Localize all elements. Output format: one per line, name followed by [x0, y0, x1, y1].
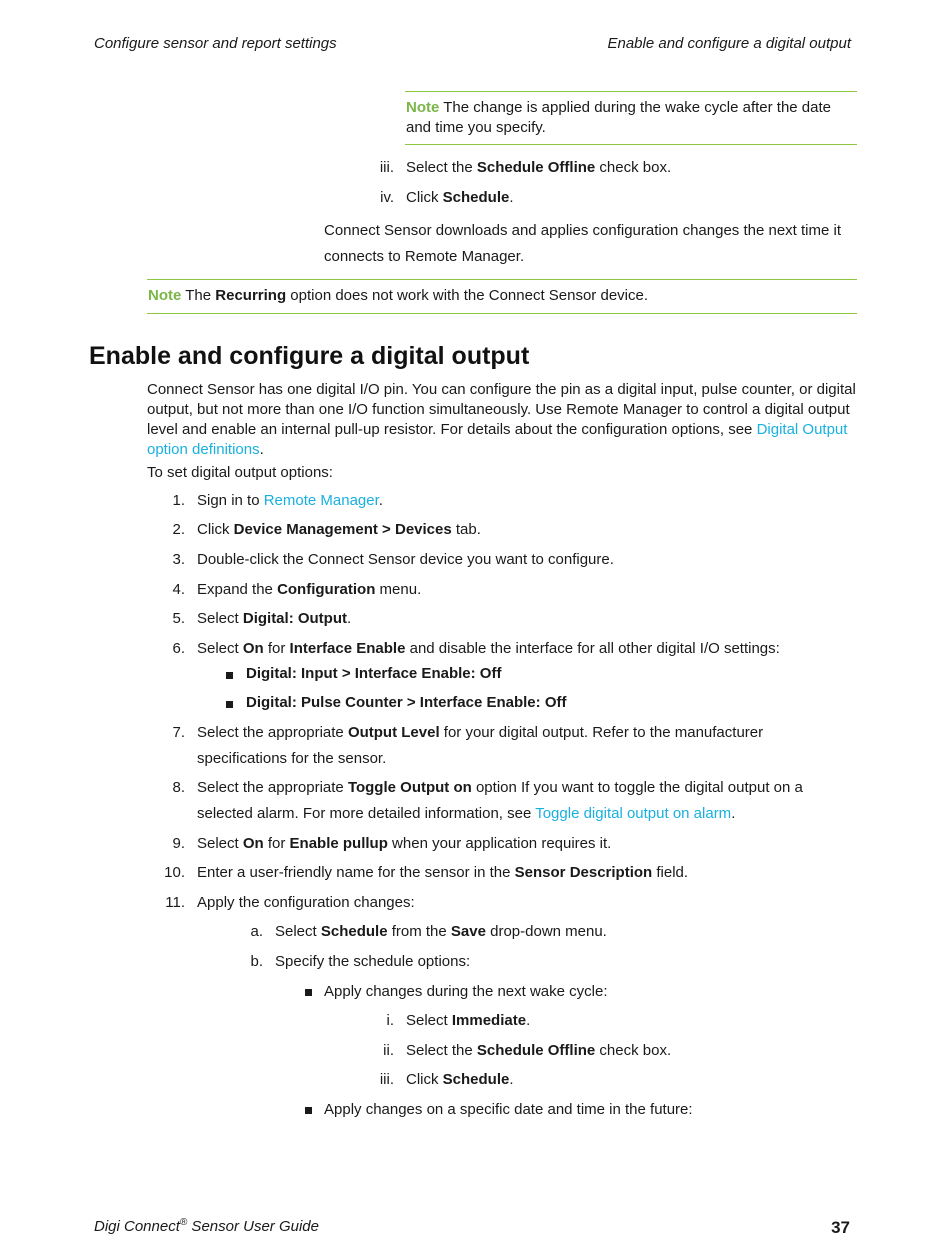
step-text: Select the Schedule Offline check box.	[406, 1042, 672, 1059]
step-number: ii.	[383, 1042, 394, 1059]
bullet-icon	[226, 672, 233, 679]
step-text: Select Schedule from the Save drop-down menu.	[275, 923, 607, 940]
step-text: Sign in to Remote Manager.	[197, 492, 383, 509]
recurring-note: Note The Recurring option does not work with the Connect Sensor device.	[147, 279, 857, 314]
step-number: 6.	[172, 640, 185, 657]
step-text: Select On for Enable pullup when your application requires it.	[197, 835, 612, 852]
step-number: 10.	[164, 864, 185, 881]
bullet-icon	[226, 701, 233, 708]
step-number: 3.	[172, 551, 185, 568]
to-set-text: To set digital output options:	[147, 464, 333, 481]
step-number: 8.	[172, 779, 185, 796]
note-label: Note	[406, 99, 440, 116]
step-text: Select Immediate.	[406, 1012, 531, 1029]
step-text: Click Device Management > Devices tab.	[197, 521, 481, 538]
step-text: Apply the configuration changes:	[197, 894, 415, 911]
step-text: Select the Schedule Offline check box.	[406, 159, 672, 176]
top-note	[405, 91, 857, 145]
header-left: Configure sensor and report settings	[94, 35, 337, 52]
step-text: Click Schedule.	[406, 1071, 514, 1088]
step-text: Double-click the Connect Sensor device you want to configure.	[197, 551, 614, 568]
step-number: i.	[386, 1012, 394, 1029]
footer-title: Digi Connect® Sensor User Guide	[94, 1217, 319, 1235]
step-number: iii.	[379, 1071, 394, 1088]
bullet-icon	[305, 1107, 312, 1114]
step-number: 5.	[172, 610, 185, 627]
step-number: 11.	[165, 894, 185, 911]
step-number: 2.	[172, 521, 185, 538]
step-number: 4.	[172, 581, 185, 598]
intro-paragraph: Connect Sensor has one digital I/O pin. You can configure the pin as a digital input, pulse counter, or digital output, but not more than one I/O function simultaneously. Use Remote Manager to control a digital output level and enable an internal pull-up resistor. For details about the configuration options, see Digital Output option definitions.	[147, 381, 856, 458]
step-number: iii.	[379, 159, 394, 176]
step-text: Enter a user-friendly name for the sensor in the Sensor Description field.	[197, 864, 689, 881]
step-number: b.	[250, 953, 263, 970]
connect-paragraph: Connect Sensor downloads and applies configuration changes the next time it connects to Remote Manager.	[324, 222, 841, 265]
section-title: Enable and configure a digital output	[89, 342, 530, 370]
bullet-icon	[305, 989, 312, 996]
step-text: Click Schedule.	[406, 189, 514, 206]
step-number: a.	[250, 923, 263, 940]
bullet-text: Digital: Pulse Counter > Interface Enable: Off	[246, 694, 567, 711]
step-text: Select Digital: Output.	[197, 610, 352, 627]
bullet-text: Digital: Input > Interface Enable: Off	[246, 665, 502, 682]
page-number: 37	[831, 1218, 850, 1237]
bullet-text: Apply changes during the next wake cycle:	[324, 983, 608, 1000]
step-number: 7.	[172, 724, 185, 741]
step-text-continued: specifications for the sensor.	[197, 750, 387, 767]
step-text: Expand the Configuration menu.	[197, 581, 422, 598]
step-number: 1.	[172, 492, 185, 509]
bullet-text: Apply changes on a specific date and time in the future:	[324, 1101, 693, 1118]
step-number: iv.	[380, 189, 394, 206]
note-text: The change is applied during the wake cycle after the date and time you specify.	[406, 99, 831, 136]
toggle-output-alarm-link[interactable]: Toggle digital output on alarm	[535, 805, 732, 822]
step-text-continued: selected alarm. For more detailed information, see Toggle digital output on alarm.	[197, 805, 736, 822]
step-text: Specify the schedule options:	[275, 953, 471, 970]
digital-output-definitions-link[interactable]: Digital Output option definitions	[147, 421, 848, 458]
remote-manager-link[interactable]: Remote Manager	[263, 492, 379, 509]
step-text: Select the appropriate Output Level for your digital output. Refer to the manufacturer	[197, 724, 764, 741]
note-label: Note	[148, 287, 182, 304]
step-text: Select the appropriate Toggle Output on option If you want to toggle the digital output on a	[197, 779, 803, 796]
step-number: 9.	[172, 835, 185, 852]
step-text: Select On for Interface Enable and disable the interface for all other digital I/O settings:	[197, 640, 780, 657]
header-right: Enable and configure a digital output	[607, 35, 851, 52]
